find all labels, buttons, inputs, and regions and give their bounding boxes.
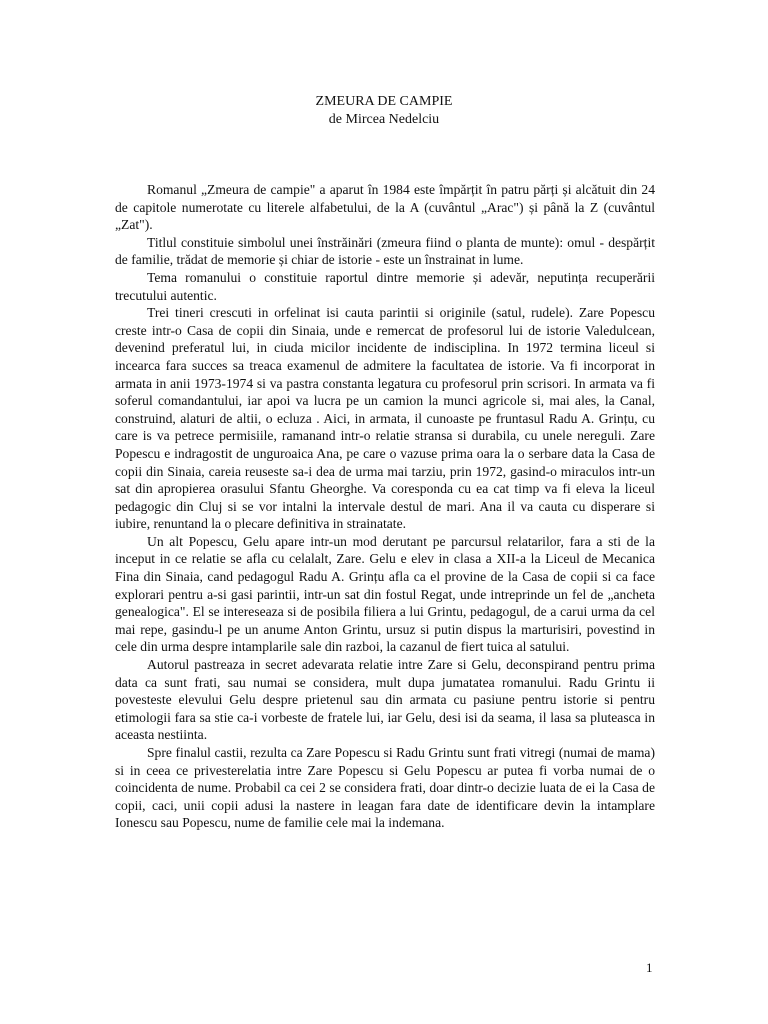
paragraph: Tema romanului o constituie raportul dintre memorie și adevăr, neputința recuperării trecutului autentic. [115,269,655,303]
paragraph: Spre finalul castii, rezulta ca Zare Popescu si Radu Grintu sunt frati vitregi (numai de mama) si in ceea ce privesterelatia intre Zare Popescu si Gelu Popescu ar putea fi vorba numai de o coincidenta de nume. Probabil ca cei 2 se considera frati, doar dintr-o decizie luata de ei la Casa de copii, caci, unii copii adusi la nastere in leagan fara date de identificare devin la intamplare Ionescu sau Popescu, nume de familie cele mai la indemana. [115,745,655,831]
author-line: de Mircea Nedelciu [328,112,440,127]
paragraph: Trei tineri crescuti in orfelinat isi cauta parintii si originile (satul, rudele). Zare Popescu creste intr-o Casa de copii din Sinaia, unde e remercat de profesorul lui de istorie Valedulcean, devenind preferatul lui, in ciuda micilor incidente de indisciplina. In 1972 termina liceul si incearca fara succes sa treaca examenul de admitere la facultatea de istorie. Va fi incorporat in armata in anii 1973-1974 si va pastra constanta legatura cu profesorul prin scrisori. In armata va fi soferul comandantului, iar apoi va lucra pe un camion la munci agricole si, mai ales, la Canal, construind, alaturi de altii, o ecluza . Aici, in armata, il cunoaste pe fruntasul Radu A. Grințu, cu care is va petrece permisiile, ramanand intr-o relatie stransa si durabila, cu unele nereguli. Zare Popescu e indragostit de unguroaica Ana, pe care o vazuse prima oara la o serbare data la Casa de copii din Sinaia, careia reuseste sa-i dea de urma mai tarziu, prin 1972, gasind-o miraculos intr-un sat din apropierea orasului Sfantu Gheorghe. Va coresponda cu ea cat timp va fi eleva la liceul pedagogic din Cluj si se vor intalni la intervale destul de mari. Ana il va cauta cu disperare si iubire, renuntand la o plecare definitiva in strainatate. [115,305,655,532]
document-title: ZMEURA DE CAMPIE [315,94,453,109]
page-number: 1 [646,960,653,975]
paragraph: Autorul pastreaza in secret adevarata relatie intre Zare si Gelu, deconspirand pentru prima data ca sunt frati, sau numai se considera, mult dupa jumatatea romanului. Radu Grintu ii povesteste elevului Gelu despre prietenul sau din armata cu pasiune pentru istorie si pentru etimologii fara sa stie ca-i vorbeste de fratele lui, iar Gelu, desi isi da seama, il lasa sa pluteasca in aceasta nestiinta. [115,657,655,743]
paragraph: Titlul constituie simbolul unei înstrăinări (zmeura fiind o planta de munte): omul - despărțit de familie, trădat de memorie și chiar de istorie - este un înstrainat in lume. [115,234,655,268]
paragraph: Un alt Popescu, Gelu apare intr-un mod derutant pe parcursul relatarilor, fara a sti de la inceput in ce relatie se afla cu celalalt, Zare. Gelu e elev in clasa a XII-a la Liceul de Mecanica Fina din Sinaia, cand pedagogul Radu A. Grințu afla ca el provine de la Casa de copii si ca face explorari pentru a-si gasi parintii, intr-un sat din fostul Regat, unde intreprinde un fel de „ancheta genealogica". El se intereseaza si de posibila filiera a lui Grintu, pedagogul, de a carui urma da cel mai repe, gasindu-l pe un anume Anton Grintu, ursuz si putin dispus la marturisiri, povestind in cele din urma despre intamplarile sale din razboi, la cazanul de fiert tuica al satului. [115,533,655,655]
document-body [115,181,655,832]
paragraph: Romanul „Zmeura de campie" a aparut în 1984 este împărțit în patru părți și alcătuit din 24 de capitole numerotate cu literele alfabetului, de la A (cuvântul „Arac") și până la Z (cuvântul „Zat"). [115,182,655,233]
